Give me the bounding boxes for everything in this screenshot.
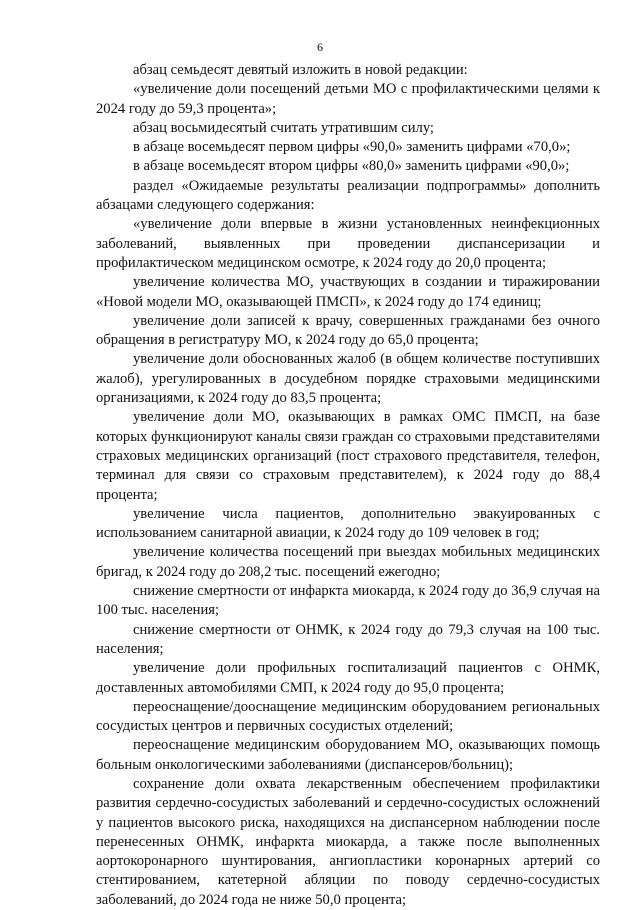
- paragraph: увеличение количества МО, участвующих в создании и тиражировании «Новой модели МО, оказывающей ПМСП», к 2024 году до 174 единиц;: [96, 274, 600, 310]
- paragraph: снижение смертности от инфаркта миокарда, к 2024 году до 36,9 случая на 100 тыс. населения;: [96, 583, 600, 619]
- paragraph: увеличение доли МО, оказывающих в рамках ОМС ПМСП, на базе которых функционируют каналы связи граждан со страховыми представителями страховых медицинских организаций (пост страхового представителя, телефон, терминал для связи со страховым представителем), к 2024 году до 88,4 процента;: [96, 409, 600, 503]
- paragraph: раздел «Ожидаемые результаты реализации подпрограммы» дополнить абзацами следующего содержания:: [96, 177, 600, 214]
- paragraph: снижение смертности от ОНМК, к 2024 году до 79,3 случая на 100 тыс. населения;: [96, 621, 600, 657]
- paragraph: увеличение количества посещений при выездах мобильных медицинских бригад, к 2024 году до 208,2 тыс. посещений ежегодно;: [96, 544, 600, 580]
- paragraph: «увеличение доли впервые в жизни установленных неинфекционных заболеваний, выявленных при проведении диспансеризации и профилактическом медицинском осмотре, к 2024 году до 20,0 процента;: [96, 216, 600, 271]
- paragraph: сохранение доли охвата лекарственным обеспечением профилактики развития сердечно-сосудистых заболеваний и сердечно-сосудистых осложнений у пациентов высокого риска, находящихся на диспансерном наблюдении после перенесенных ОНМК, инфаркта миокарда, а также после выполненных аортокоронарного шунтирования, ангиопластики коронарных артерий со стентированием, катетерной абляции по поводу сердечно-сосудистых заболеваний, до 2024 года не ниже 50,0 процента;: [96, 775, 600, 908]
- paragraph: переоснащение медицинским оборудованием МО, оказывающих помощь больным онкологическими заболеваниями (диспансеров/больниц);: [96, 737, 600, 773]
- document-body: [96, 61, 600, 910]
- paragraph: переоснащение/дооснащение медицинским оборудованием региональных сосудистых центров и первичных сосудистых отделений;: [96, 698, 600, 735]
- paragraph: в абзаце восемьдесят втором цифры «80,0» заменить цифрами «90,0»;: [133, 158, 570, 175]
- paragraph: увеличение доли обоснованных жалоб (в общем количестве поступивших жалоб), урегулированных в досудебном порядке страховыми медицинскими организациями, к 2024 году до 83,5 процента;: [96, 351, 600, 407]
- paragraph: абзац восьмидесятый считать утратившим силу;: [133, 119, 434, 136]
- paragraph: в абзаце восемьдесят первом цифры «90,0» заменить цифрами «70,0»;: [133, 139, 571, 156]
- paragraph: «увеличение доли посещений детьми МО с профилактическими целями к 2024 году до 59,3 процента»;: [96, 81, 600, 117]
- paragraph: увеличение доли профильных госпитализаций пациентов с ОНМК, доставленных автомобилями СМП, к 2024 году до 95,0 процента;: [96, 660, 600, 696]
- paragraph: увеличение доли записей к врачу, совершенных гражданами без очного обращения в регистратуру МО, к 2024 году до 65,0 процента;: [96, 312, 600, 349]
- page-number: 6: [317, 40, 323, 54]
- paragraph: абзац семьдесят девятый изложить в новой редакции:: [133, 62, 468, 78]
- paragraph: увеличение числа пациентов, дополнительно эвакуированных с использованием санитарной авиации, к 2024 году до 109 человек в год;: [96, 505, 600, 542]
